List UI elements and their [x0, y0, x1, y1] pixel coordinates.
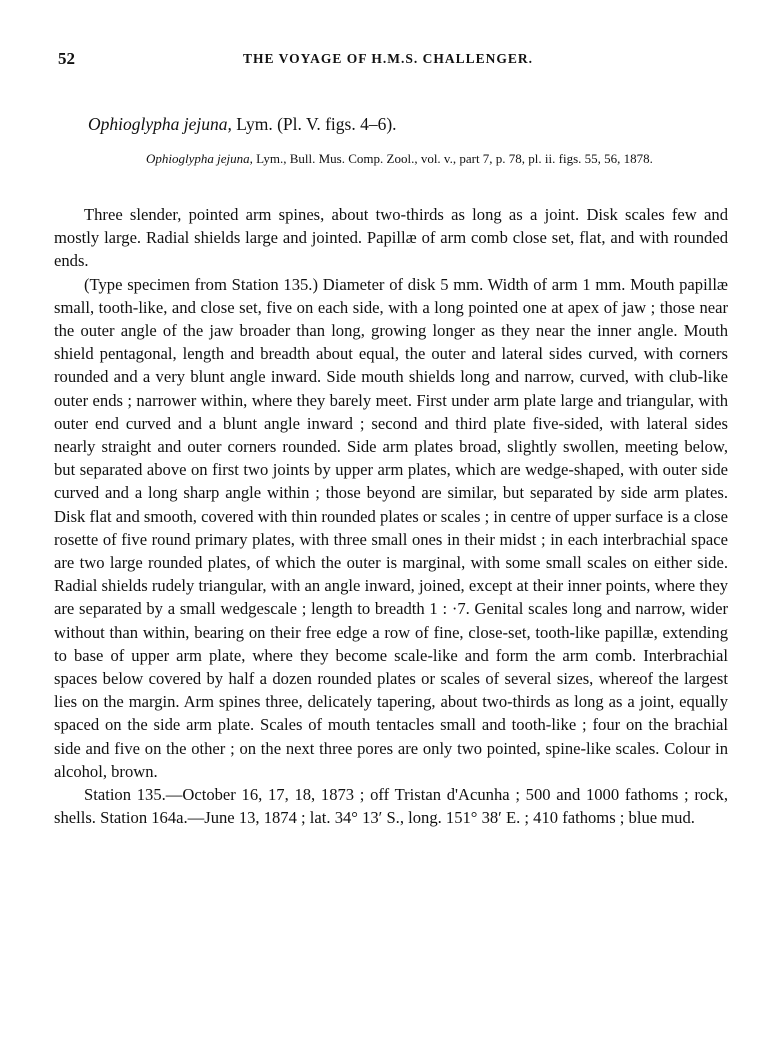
diagnosis-paragraph: Three slender, pointed arm spines, about two-thirds as long as a joint. Disk scales few and mostly large. Radial shields large and jointed. Papillæ of arm comb close set, flat, and with rounded ends.	[54, 205, 728, 271]
reference-citation: Lym., Bull. Mus. Comp. Zool., vol. v., part 7, p. 78, pl. ii. figs. 55, 56, 1878.	[252, 151, 653, 166]
running-title: THE VOYAGE OF H.M.S. CHALLENGER.	[242, 51, 534, 66]
species-authority: Lym. (Pl. V. figs. 4–6).	[231, 114, 397, 134]
species-heading	[88, 114, 397, 135]
species-name: Ophioglypha jejuna,	[88, 114, 232, 134]
reference-species-name: Ophioglypha jejuna,	[146, 151, 253, 166]
page-number: 52	[58, 49, 75, 68]
bibliographic-reference	[146, 148, 736, 170]
description-paragraph: (Type specimen from Station 135.) Diameter of disk 5 mm. Width of arm 1 mm. Mouth papillæ small, tooth-like, and close set, five on each side, with a long pointed one at apex of jaw ; those near the outer angle of the jaw broader than long, growing longer as they near the inner angle. Mouth shield pentagonal, length and breadth about equal, the outer and lateral sides curved, with corners rounded and a very blunt angle inward. Side mouth shields long and narrow, curved, with club-like outer ends ; narrower within, where they barely meet. First under arm plate large and triangular, with outer end curved and a blunt angle inward ; second and third plate five-sided, with lateral sides nearly straight and outer corners rounded. Side arm plates broad, slightly swollen, meeting below, but separated above on first two joints by upper arm plates, which are wedge-shaped, with outer side curved and a long sharp angle within ; those beyond are similar, but separated by side arm plates. Disk flat and smooth, covered with thin rounded plates or scales ; in centre of upper surface is a close rosette of five round primary plates, with three small ones in their midst ; in each interbrachial space are two large rounded plates, of which the outer is marginal, with some small scales on either side. Radial shields rudely triangular, with an angle inward, joined, except at their inner points, where they are separated by a small wedgescale ; length to breadth 1 : ·7. Genital scales long and narrow, wider without than within, bearing on their free edge a row of fine, close-set, tooth-like papillæ, extending to base of upper arm plate, where they become scale-like and form the arm comb. Interbrachial spaces below covered by half a dozen rounded plates or scales of several sizes, whereof the largest lies on the margin. Arm spines three, delicately tapering, about two-thirds as long as a joint, equally spaced on the side arm plate. Scales of mouth tentacles small and tooth-like ; four on the brachial side and five on the other ; on the next three pores are only two pointed, spine-like scales. Colour in alcohol, brown.	[54, 274, 728, 781]
station-paragraph: Station 135.—October 16, 17, 18, 1873 ; off Tristan d'Acunha ; 500 and 1000 fathoms ; rock, shells. Station 164a.—June 13, 1874 ; lat. 34° 13′ S., long. 151° 38′ E. ; 410 fathoms ; blue mud.	[54, 785, 728, 828]
species-description	[54, 203, 728, 829]
